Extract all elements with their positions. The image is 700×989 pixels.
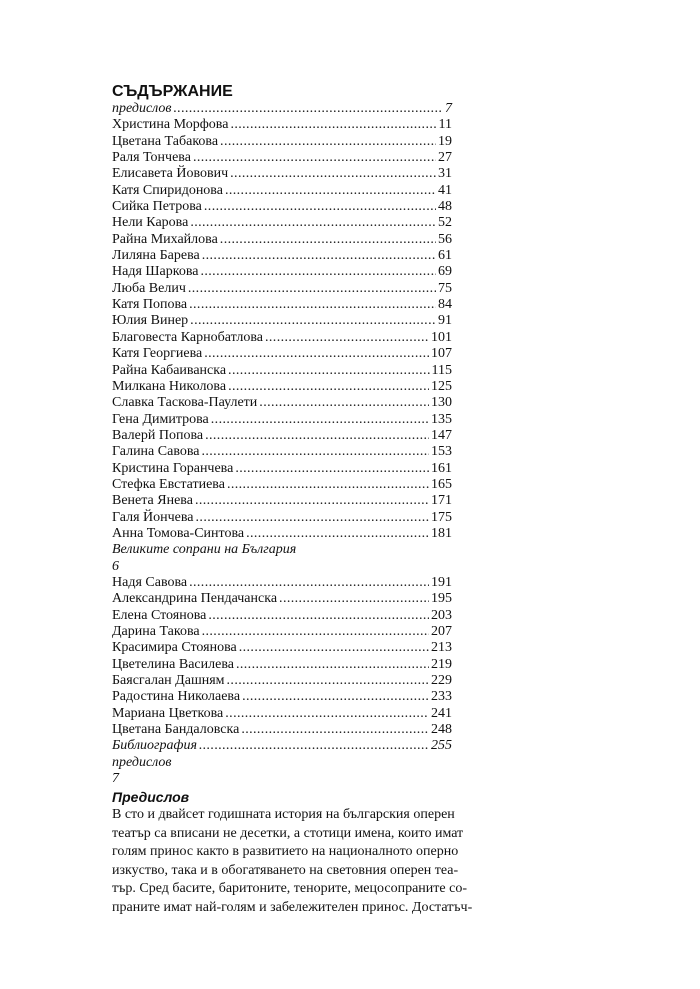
toc-entry [112, 673, 452, 689]
section-label: Великите сопрани на България [112, 542, 297, 558]
toc-entry-page: 207 [431, 624, 452, 639]
toc-entry-page: 41 [438, 182, 452, 198]
toc-entry [112, 477, 452, 493]
toc-leader-dots [220, 134, 436, 150]
toc-entry [112, 297, 452, 313]
toc-entry-label: Юлия Винер [112, 313, 189, 329]
toc-leader-dots [259, 395, 429, 411]
toc-entry-page: 91 [438, 313, 452, 329]
toc-entry-label: Райна Михайлова [112, 231, 218, 247]
preface-line: театър са вписани не десетки, а стотици имена, които имат [112, 825, 464, 841]
toc-leader-dots [235, 461, 429, 477]
toc-leader-dots [190, 313, 436, 329]
toc-leader-dots [246, 526, 429, 542]
preface-line: тър. Сред басите, баритоните, тенорите, мецосопраните со- [112, 881, 467, 897]
toc-entry-page: 181 [431, 525, 452, 541]
toc-leader-dots [225, 183, 436, 199]
toc-entry-page: 52 [438, 215, 452, 231]
page-title: СЪДЪРЖАНИЕ [112, 83, 233, 100]
toc-entry-label: Лиляна Барева [112, 248, 200, 264]
toc-entry-page: 27 [438, 150, 452, 166]
toc-entry-label: Люба Велич [112, 280, 186, 296]
toc-entry-page: 56 [438, 231, 452, 247]
toc-entry-label: Венета Янева [112, 493, 193, 509]
toc-entry-label: Катя Спиридонова [112, 182, 223, 198]
toc-entry [112, 150, 452, 166]
running-page-number: 7 [112, 771, 119, 787]
toc-leader-dots [193, 150, 436, 166]
toc-entry [112, 117, 452, 133]
toc-entry-page: 7 [445, 101, 452, 116]
toc-entry-page: 84 [438, 297, 452, 313]
toc-entry-page: 48 [438, 199, 452, 215]
toc-entry-label: Славка Таскова-Паулети [112, 395, 258, 411]
toc-entry-label: предислов [112, 101, 172, 116]
toc-entry-page: 115 [431, 362, 452, 378]
toc-entry [112, 281, 452, 297]
toc-entry [112, 134, 452, 150]
preface-paragraph [112, 806, 473, 917]
toc-entry-page: 75 [438, 280, 452, 296]
toc-entry [112, 624, 452, 640]
toc-entry-page: 248 [431, 722, 452, 738]
toc-entry-label: Цветана Бандаловска [112, 722, 240, 738]
toc-entry [112, 640, 452, 656]
toc-entry-label: Цветана Табакова [112, 133, 219, 149]
toc-entry-page: 19 [438, 133, 452, 149]
toc-entry-label: Христина Морфова [112, 117, 229, 133]
toc-entry-page: 161 [431, 460, 452, 476]
toc-entry [112, 738, 452, 754]
toc-entry-label: Кристина Горанчева [112, 460, 234, 476]
toc-leader-dots [201, 444, 429, 460]
running-label-block [112, 755, 452, 788]
toc-entry-label: Галя Йончева [112, 509, 194, 525]
toc-entry [112, 346, 452, 362]
toc-leader-dots [211, 412, 429, 428]
preface-line: праните имат най-голям и забележителен принос. Достатъч- [112, 899, 473, 915]
toc-entry-page: 130 [431, 395, 452, 411]
toc-entry-page: 255 [431, 738, 452, 754]
toc-entry-label: Баясгалан Дашням [112, 673, 225, 689]
toc-entry-label: Стефка Евстатиева [112, 476, 225, 492]
toc-entry [112, 183, 452, 199]
toc-entry-label: Надя Савова [112, 574, 188, 590]
toc-entry-label: Сийка Петрова [112, 199, 202, 215]
toc-leader-dots [236, 657, 429, 673]
toc-leader-dots [239, 640, 429, 656]
toc-entry-label: Раля Тончева [112, 150, 191, 166]
toc-leader-dots [195, 493, 429, 509]
toc-leader-dots [204, 346, 429, 362]
toc-entry [112, 722, 452, 738]
toc-entry-page: 11 [438, 117, 452, 133]
toc-entry [112, 510, 452, 526]
toc-entry-page: 233 [431, 689, 452, 705]
toc-entry-label: Радостина Николаева [112, 689, 241, 705]
toc-leader-dots [190, 215, 436, 231]
toc-entry-page: 135 [431, 411, 452, 427]
toc-entry [112, 166, 452, 182]
toc-entry-page: 171 [431, 493, 452, 509]
toc-entry [112, 395, 452, 411]
toc-entry-page: 125 [431, 378, 452, 394]
toc-entry-label: Райна Кабаиванска [112, 362, 227, 378]
toc-entry-label: Надя Шаркова [112, 264, 199, 280]
toc-leader-dots [205, 428, 429, 444]
toc-leader-dots [241, 722, 429, 738]
toc-leader-dots [230, 166, 436, 182]
toc-entry-page: 213 [431, 640, 452, 656]
toc-entry-label: Гена Димитрова [112, 411, 209, 427]
toc-leader-dots [202, 248, 436, 264]
toc-leader-dots [199, 738, 429, 754]
toc-entry [112, 428, 452, 444]
toc-entry-label: Александрина Пендачанска [112, 591, 278, 607]
toc-leader-dots [196, 510, 429, 526]
toc-entry [112, 412, 452, 428]
toc-entry-label: Дарина Такова [112, 624, 200, 639]
running-label: предислов [112, 754, 172, 770]
toc-leader-dots [279, 591, 429, 607]
preface-line: голям принос както в развитието на националното оперно [112, 844, 459, 860]
toc-leader-dots [230, 117, 436, 133]
toc-leader-dots [228, 363, 429, 379]
toc-leader-dots [189, 575, 429, 591]
toc-entry [112, 608, 452, 624]
toc-entry-label: Нели Карова [112, 215, 189, 231]
toc-entry [112, 232, 452, 248]
toc-entry [112, 591, 452, 607]
toc-entry-page: 153 [431, 444, 452, 460]
toc-entry [112, 313, 452, 329]
toc-entry-label: Красимира Стоянова [112, 640, 237, 656]
table-of-contents-continued [112, 575, 452, 755]
toc-entry-page: 191 [431, 574, 452, 590]
toc-entry-label: Библиография [112, 738, 197, 754]
toc-entry-page: 101 [431, 329, 452, 345]
toc-entry-page: 229 [431, 673, 452, 689]
toc-entry [112, 363, 452, 379]
toc-leader-dots [189, 297, 436, 313]
document-page [112, 82, 473, 917]
toc-entry-page: 165 [431, 476, 452, 492]
toc-entry-label: Елисавета Йовович [112, 166, 229, 182]
toc-entry-label: Мариана Цветкова [112, 705, 224, 721]
section-page-number: 6 [112, 558, 119, 574]
toc-entry-label: Валерй Попова [112, 427, 204, 443]
toc-leader-dots [202, 624, 429, 640]
toc-entry [112, 706, 452, 722]
toc-entry-page: 241 [431, 705, 452, 721]
toc-entry [112, 444, 452, 460]
toc-entry-label: Милкана Николова [112, 378, 227, 394]
toc-entry-label: Катя Георгиева [112, 346, 203, 362]
preface-line: В сто и двайсет годишната история на българския оперен [112, 807, 455, 823]
toc-entry-page: 61 [438, 248, 452, 264]
toc-entry-page: 219 [431, 656, 452, 672]
toc-entry-page: 175 [431, 509, 452, 525]
preface-title: Предислов [112, 789, 190, 806]
toc-entry [112, 526, 452, 542]
toc-entry-page: 195 [431, 591, 452, 607]
table-of-contents [112, 101, 452, 542]
toc-entry [112, 689, 452, 705]
toc-entry-label: Елена Стоянова [112, 607, 207, 623]
toc-leader-dots [227, 477, 429, 493]
toc-entry-label: Анна Томова-Синтова [112, 525, 245, 541]
toc-entry-page: 31 [438, 166, 452, 182]
preface-line: изкуство, така и в обогатяването на световния оперен теа- [112, 862, 459, 878]
section-heading-block [112, 542, 452, 575]
toc-entry [112, 575, 452, 591]
toc-entry [112, 101, 452, 117]
toc-entry [112, 248, 452, 264]
toc-entry [112, 199, 452, 215]
toc-entry [112, 379, 452, 395]
toc-entry-label: Катя Попова [112, 297, 188, 313]
toc-entry [112, 461, 452, 477]
toc-entry [112, 657, 452, 673]
toc-leader-dots [242, 689, 429, 705]
toc-leader-dots [265, 330, 429, 346]
toc-leader-dots [227, 673, 429, 689]
toc-leader-dots [188, 281, 436, 297]
toc-entry-page: 69 [438, 264, 452, 280]
toc-entry [112, 215, 452, 231]
toc-entry-label: Благовеста Карнобатлова [112, 329, 263, 345]
toc-leader-dots [204, 199, 436, 215]
toc-entry [112, 330, 452, 346]
toc-entry-label: Цветелина Василева [112, 656, 234, 672]
toc-leader-dots [200, 264, 436, 280]
toc-leader-dots [174, 101, 443, 117]
toc-leader-dots [208, 608, 429, 624]
toc-leader-dots [228, 379, 429, 395]
toc-entry-label: Галина Савова [112, 444, 200, 460]
toc-leader-dots [225, 706, 429, 722]
toc-entry-page: 107 [431, 346, 452, 362]
toc-leader-dots [220, 232, 436, 248]
toc-entry-page: 203 [431, 607, 452, 623]
toc-entry-page: 147 [431, 427, 452, 443]
toc-entry [112, 264, 452, 280]
toc-entry [112, 493, 452, 509]
